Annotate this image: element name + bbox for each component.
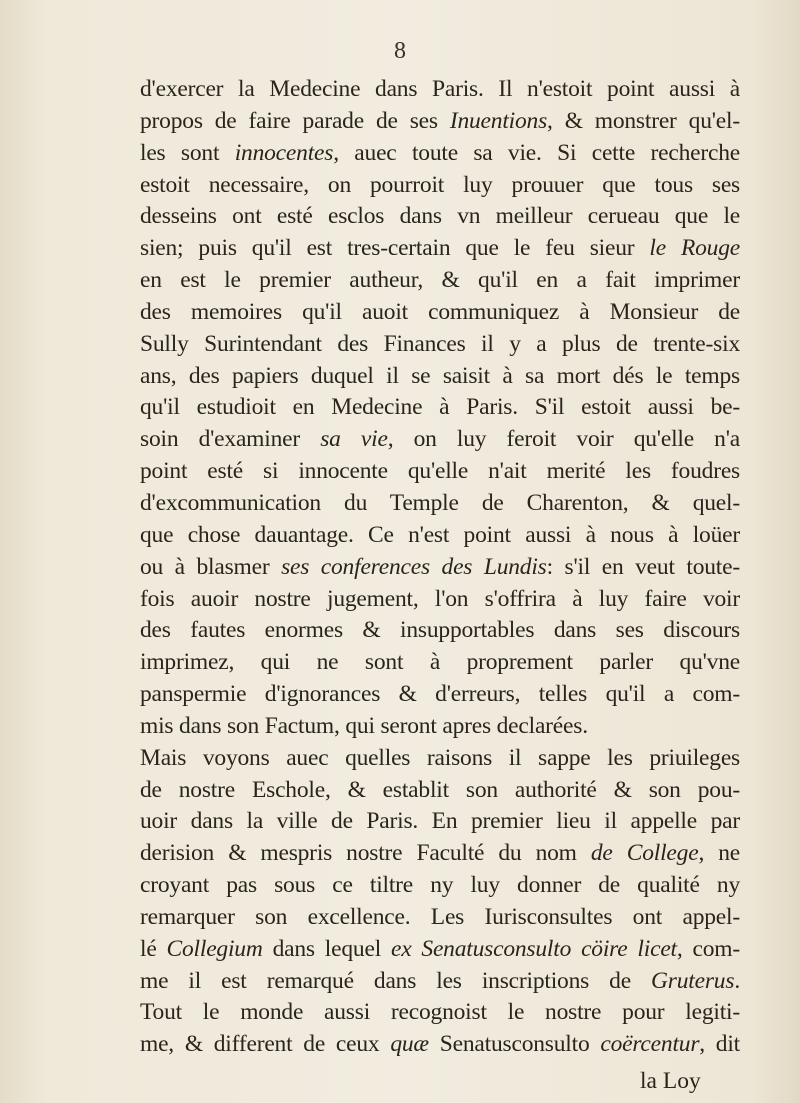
- text-segment: .: [734, 967, 740, 994]
- text-line: [140, 138, 740, 170]
- text-segment: , ne: [698, 840, 740, 867]
- text-line: [140, 106, 740, 138]
- text-segment: estoit necessaire, on pourroit luy prouuer que tous ses: [140, 171, 740, 198]
- italic-segment: Gruterus: [651, 967, 735, 994]
- italic-segment: ses conferences des Lundis: [281, 553, 547, 580]
- text-segment: imprimez, qui ne sont à proprement parler qu'vne: [140, 649, 740, 676]
- text-line: [140, 361, 740, 393]
- text-segment: panspermie d'ignorances & d'erreurs, telles qu'il a com-: [140, 681, 740, 708]
- italic-segment: sa vie: [320, 426, 388, 453]
- text-segment: , & monstrer qu'el-: [547, 107, 740, 134]
- body-text: [140, 74, 740, 1061]
- text-segment: sien; puis qu'il est tres-certain que le feu sieur: [140, 235, 650, 262]
- text-segment: Sully Surintendant des Finances il y a plus de trente-six: [140, 330, 740, 357]
- text-segment: mis dans son Factum, qui seront apres declarées.: [140, 712, 588, 739]
- text-line: [140, 488, 740, 520]
- text-line: [140, 552, 740, 584]
- text-line: [140, 934, 740, 966]
- text-line: [140, 297, 740, 329]
- text-line: [140, 679, 740, 711]
- text-line: [140, 647, 740, 679]
- text-segment: derision & mespris nostre Faculté du nom: [140, 840, 591, 867]
- text-line: [140, 392, 740, 424]
- text-segment: : s'il en veut toute-: [546, 553, 740, 580]
- text-segment: Senatusconsulto: [428, 1031, 601, 1058]
- text-line: [140, 424, 740, 456]
- text-segment: des memoires qu'il auoit communiquez à Monsieur de: [140, 298, 740, 325]
- text-segment: point esté si innocente qu'elle n'ait merité les foudres: [140, 458, 740, 485]
- text-segment: soin d'examiner: [140, 426, 321, 453]
- italic-segment: Inuentions: [449, 107, 548, 134]
- text-segment: , com-: [676, 935, 740, 962]
- text-segment: ans, des papiers duquel il se saisit à sa mort dés le temps: [140, 362, 740, 389]
- text-line: [140, 966, 740, 998]
- text-line: [140, 520, 740, 552]
- text-line: [140, 233, 740, 265]
- italic-segment: Collegium: [166, 935, 263, 962]
- text-segment: ou à blasmer: [140, 553, 282, 580]
- text-segment: propos de faire parade de ses: [140, 107, 450, 134]
- text-segment: , auec toute sa vie. Si cette recherche: [333, 139, 740, 166]
- text-segment: en est le premier autheur, & qu'il en a fait imprimer: [140, 267, 740, 294]
- text-segment: , dit: [699, 1031, 740, 1058]
- text-segment: fois auoir nostre jugement, l'on s'offrira à luy faire voir: [140, 585, 740, 612]
- text-line: [140, 997, 740, 1029]
- text-line: [140, 743, 740, 775]
- text-line: [140, 329, 740, 361]
- text-line: [140, 838, 740, 870]
- text-segment: de nostre Eschole, & establit son authorité & son pou-: [140, 776, 740, 803]
- text-line: [140, 74, 740, 106]
- italic-segment: de College: [590, 840, 699, 867]
- text-segment: , on luy feroit voir qu'elle n'a: [387, 426, 740, 453]
- text-segment: me, & different de ceux: [140, 1031, 391, 1058]
- text-segment: Mais voyons auec quelles raisons il sappe les priuileges: [140, 744, 740, 771]
- text-segment: d'excommunication du Temple de Charenton, & quel-: [140, 489, 740, 516]
- italic-segment: quæ: [390, 1031, 429, 1058]
- text-line: [140, 775, 740, 807]
- italic-segment: ex Senatusconsulto cöire licet: [390, 935, 677, 962]
- catchword: la Loy: [640, 1068, 701, 1094]
- text-segment: d'exercer la Medecine dans Paris. Il n'estoit point aussi à: [140, 76, 740, 102]
- text-segment: lé: [140, 935, 167, 962]
- text-segment: desseins ont esté esclos dans vn meilleur cerueau que le: [140, 203, 740, 230]
- text-line: [140, 456, 740, 488]
- text-line: [140, 902, 740, 934]
- text-segment: remarquer son excellence. Les Iurisconsultes ont appel-: [140, 903, 740, 930]
- text-segment: uoir dans la ville de Paris. En premier lieu il appelle par: [140, 808, 740, 835]
- italic-segment: le Rouge: [649, 235, 740, 262]
- text-segment: les sont: [140, 139, 235, 166]
- text-segment: me il est remarqué dans les inscriptions de: [140, 967, 652, 994]
- page-number: 8: [394, 38, 406, 64]
- text-line: [140, 170, 740, 202]
- text-segment: qu'il estudioit en Medecine à Paris. S'il estoit aussi be-: [140, 394, 740, 421]
- text-line: [140, 201, 740, 233]
- text-line: [140, 1029, 740, 1061]
- text-segment: des fautes enormes & insupportables dans ses discours: [140, 617, 740, 644]
- italic-segment: coërcentur: [600, 1031, 700, 1058]
- text-segment: Tout le monde aussi recognoist le nostre pour legiti-: [140, 999, 740, 1026]
- text-line: [140, 870, 740, 902]
- text-segment: dans lequel: [262, 935, 391, 962]
- italic-segment: innocentes: [234, 139, 334, 166]
- text-line: [140, 584, 740, 616]
- text-segment: que chose dauantage. Ce n'est point aussi à nous à loüer: [140, 521, 740, 548]
- text-line: [140, 265, 740, 297]
- text-segment: croyant pas sous ce tiltre ny luy donner de qualité ny: [140, 872, 740, 899]
- text-line: [140, 806, 740, 838]
- text-line: [140, 711, 740, 743]
- text-line: [140, 615, 740, 647]
